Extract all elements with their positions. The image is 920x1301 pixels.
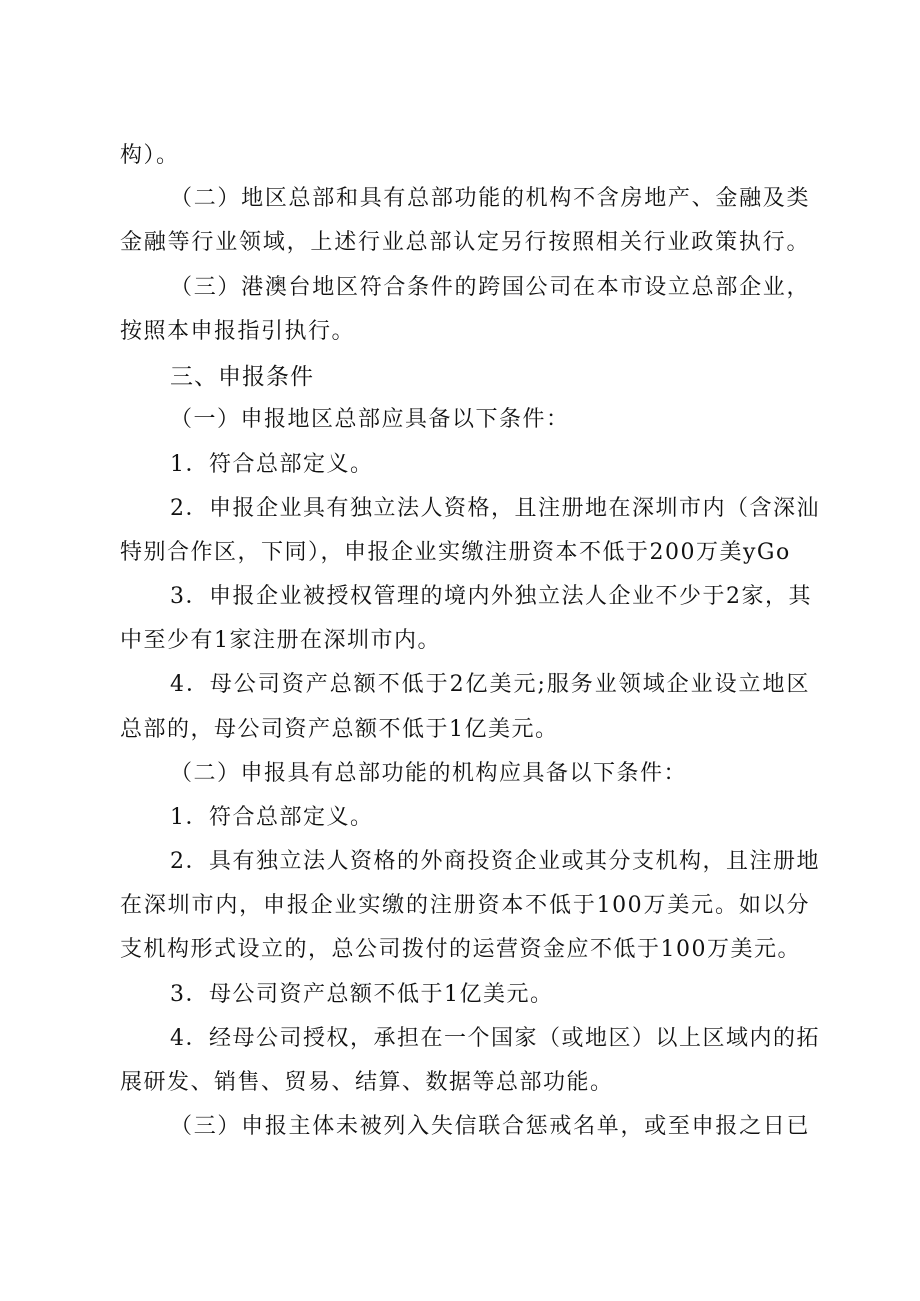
paragraph-line: 2．申报企业具有独立法人资格，且注册地在深圳市内（含深汕 xyxy=(170,496,820,521)
paragraph-line: 金融等行业领域，上述行业总部认定另行按照相关行业政策执行。 xyxy=(120,230,810,255)
paragraph-line: （三）申报主体未被列入失信联合惩戒名单，或至申报之日已 xyxy=(170,1114,810,1139)
paragraph-line: 中至少有1家注册在深圳市内。 xyxy=(120,628,441,653)
section-heading: 三、申报条件 xyxy=(170,364,314,390)
paragraph-line: 按照本申报指引执行。 xyxy=(120,319,356,344)
paragraph-line: （三）港澳台地区符合条件的跨国公司在本市设立总部企业， xyxy=(170,275,810,300)
paragraph-line: 在深圳市内，申报企业实缴的注册资本不低于100万美元。如以分 xyxy=(120,893,810,918)
paragraph-line: 展研发、销售、贸易、结算、数据等总部功能。 xyxy=(120,1070,614,1095)
paragraph-line: 1．符合总部定义。 xyxy=(170,805,374,830)
paragraph-line: 构）。 xyxy=(120,143,180,168)
paragraph-line: 4．经母公司授权，承担在一个国家（或地区）以上区域内的拓 xyxy=(170,1026,820,1051)
paragraph-line: 特别合作区，下同），申报企业实缴注册资本不低于200万美yGo xyxy=(120,540,791,565)
paragraph-line: 支机构形式设立的，总公司拨付的运营资金应不低于100万美元。 xyxy=(120,937,801,962)
paragraph-line: 4．母公司资产总额不低于2亿美元;服务业领域企业设立地区 xyxy=(170,672,810,697)
paragraph-line: （一）申报地区总部应具备以下条件： xyxy=(170,407,570,432)
paragraph-line: 3．母公司资产总额不低于1亿美元。 xyxy=(170,982,554,1007)
paragraph-line: 1．符合总部定义。 xyxy=(170,452,374,477)
paragraph-line: 2．具有独立法人资格的外商投资企业或其分支机构，且注册地 xyxy=(170,849,820,874)
paragraph-line: （二）申报具有总部功能的机构应具备以下条件： xyxy=(170,761,688,786)
paragraph-line: 总部的，母公司资产总额不低于1亿美元。 xyxy=(120,717,559,742)
paragraph-line: 3．申报企业被授权管理的境内外独立法人企业不少于2家，其 xyxy=(170,584,812,609)
paragraph-line: （二）地区总部和具有总部功能的机构不含房地产、金融及类 xyxy=(170,186,810,211)
